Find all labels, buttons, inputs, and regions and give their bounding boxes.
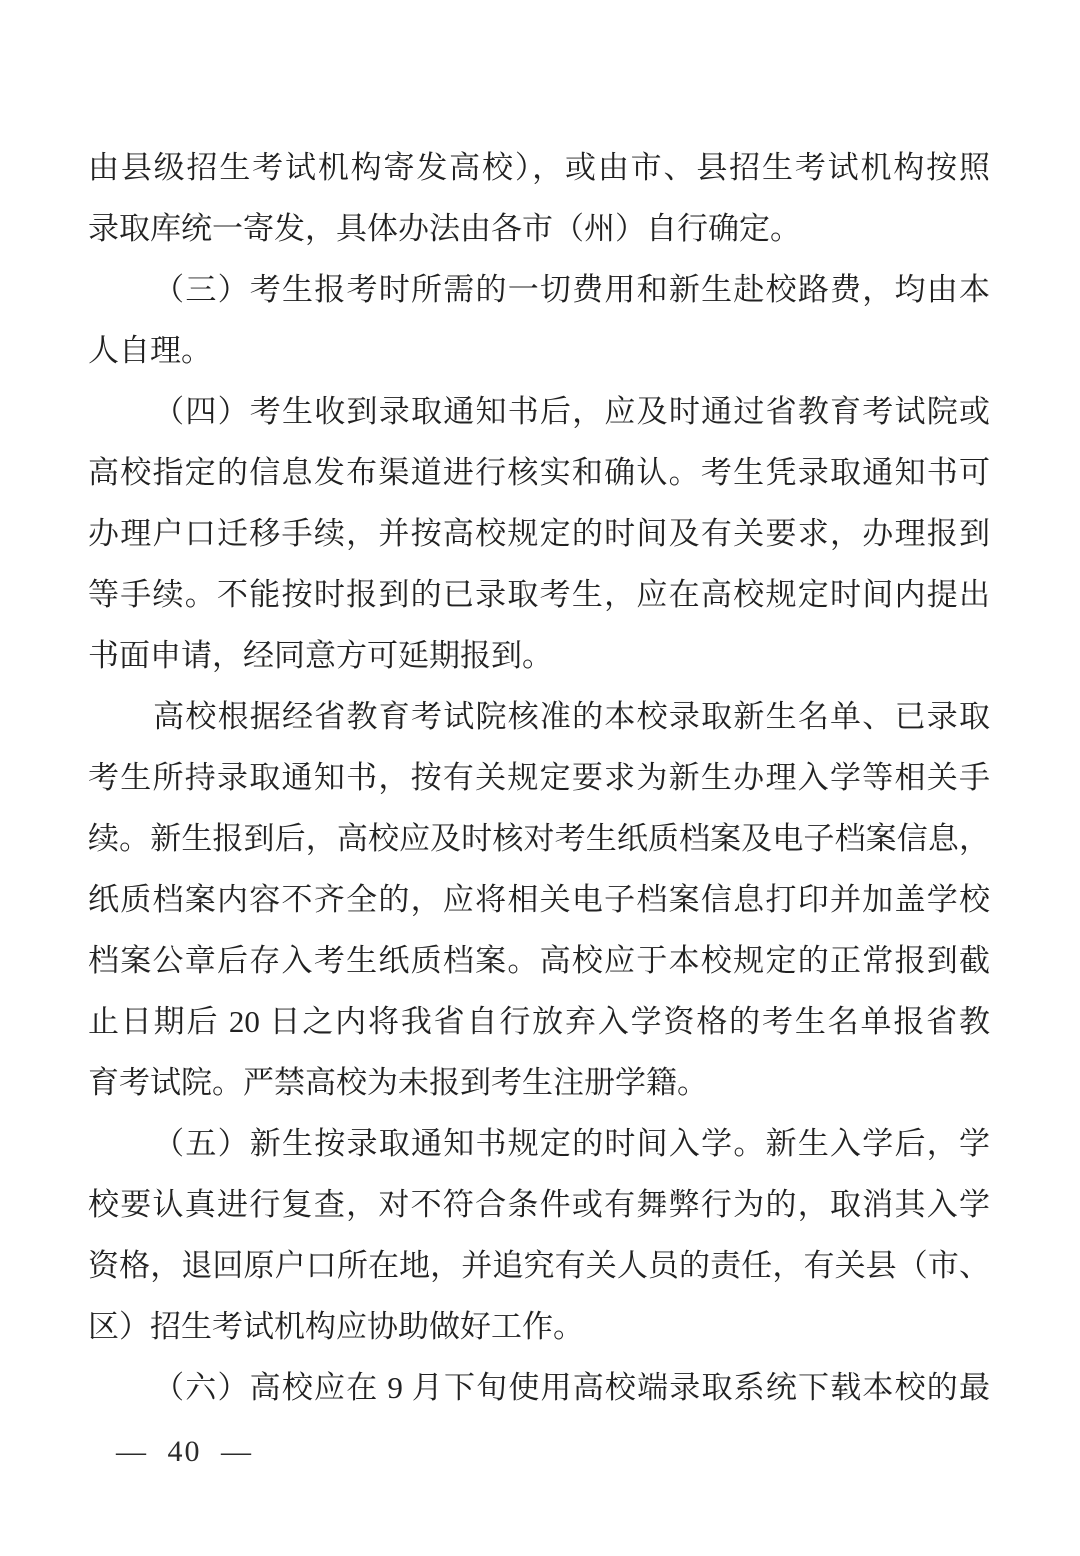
text-line: 校要认真进行复查，对不符合条件或有舞弊行为的，取消其入学 [88, 1187, 990, 1222]
text-line: （三）考生报考时所需的一切费用和新生赴校路费，均由本 [153, 272, 990, 307]
document-body [88, 137, 990, 1418]
text-line: 录取库统一寄发，具体办法由各市（州）自行确定。 [88, 211, 801, 246]
text-line: 高校根据经省教育考试院核准的本校录取新生名单、已录取 [153, 699, 990, 734]
text-line: 纸质档案内容不齐全的，应将相关电子档案信息打印并加盖学校 [88, 882, 990, 917]
text-line: （四）考生收到录取通知书后，应及时通过省教育考试院或 [153, 394, 990, 429]
text-line: 书面申请，经同意方可延期报到。 [88, 638, 553, 673]
text-line: 考生所持录取通知书，按有关规定要求为新生办理入学等相关手 [88, 760, 990, 795]
text-line: 由县级招生考试机构寄发高校），或由市、县招生考试机构按照 [88, 150, 990, 185]
text-line: 档案公章后存入考生纸质档案。高校应于本校规定的正常报到截 [88, 943, 990, 978]
text-line: （五）新生按录取通知书规定的时间入学。新生入学后，学 [153, 1126, 990, 1161]
page-number: — 40 — [116, 1435, 253, 1468]
text-line: 高校指定的信息发布渠道进行核实和确认。考生凭录取通知书可 [88, 455, 990, 490]
page-footer [116, 1427, 253, 1477]
text-line: 区）招生考试机构应协助做好工作。 [88, 1309, 584, 1344]
text-line: 续。新生报到后，高校应及时核对考生纸质档案及电子档案信息， [88, 821, 990, 856]
text-line: 止日期后 20 日之内将我省自行放弃入学资格的考生名单报省教 [88, 1004, 990, 1039]
text-line: 办理户口迁移手续，并按高校规定的时间及有关要求，办理报到 [88, 516, 990, 551]
text-line: （六）高校应在 9 月下旬使用高校端录取系统下载本校的最 [153, 1370, 990, 1405]
text-line: 育考试院。严禁高校为未报到考生注册学籍。 [88, 1065, 708, 1100]
text-line: 资格，退回原户口所在地，并追究有关人员的责任，有关县（市、 [88, 1248, 990, 1283]
text-line: 等手续。不能按时报到的已录取考生，应在高校规定时间内提出 [88, 577, 990, 612]
text-line: 人自理。 [88, 333, 212, 368]
